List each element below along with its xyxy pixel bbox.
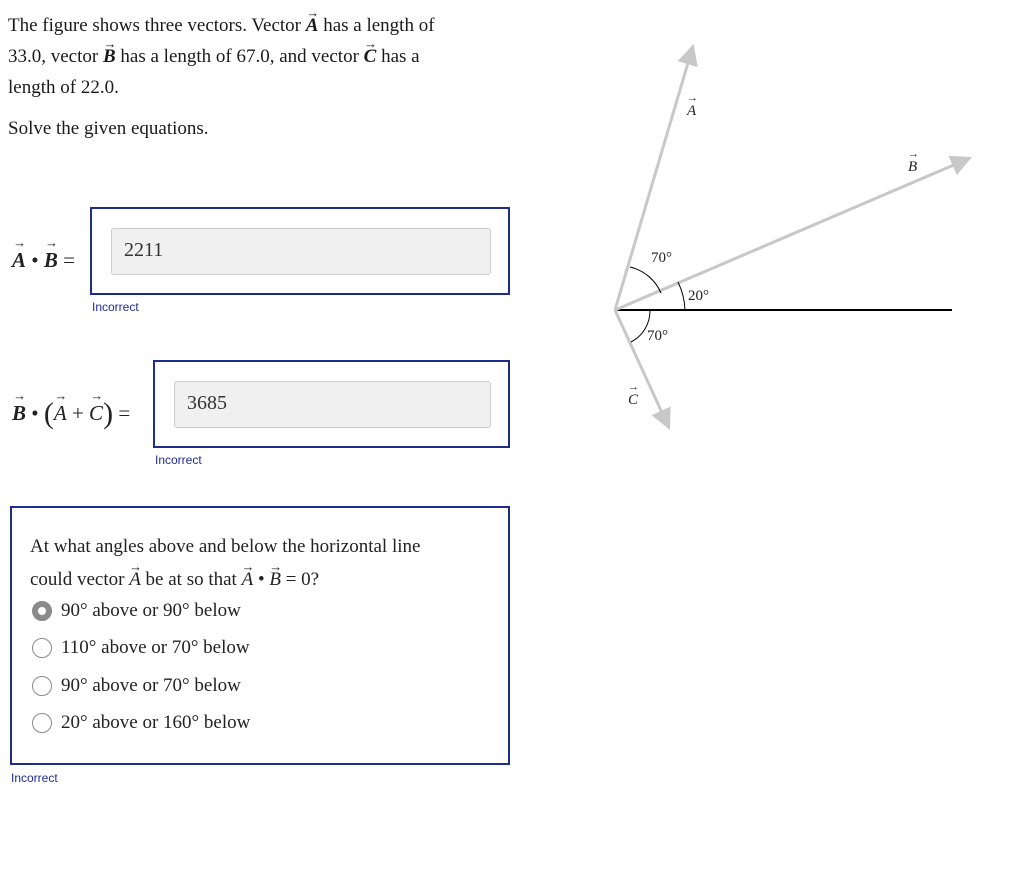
angle-arc-a bbox=[630, 267, 661, 293]
angle-label-a: 70° bbox=[651, 250, 672, 266]
vector-b-symbol: → B bbox=[12, 401, 26, 426]
q3-status: Incorrect bbox=[11, 771, 58, 785]
q2-equation-label bbox=[12, 397, 130, 431]
q1-equation-label bbox=[12, 248, 75, 273]
vector-a-symbol: → A bbox=[129, 563, 141, 596]
option-label: 90° above or 70° below bbox=[61, 675, 241, 696]
intro-text: has a length of bbox=[318, 15, 435, 36]
radio-button[interactable] bbox=[32, 676, 52, 696]
angle-label-c: 70° bbox=[647, 328, 668, 344]
dot-symbol: • bbox=[31, 248, 39, 272]
plus-symbol: + bbox=[71, 401, 84, 425]
vector-b-symbol: → B bbox=[269, 563, 281, 596]
problem-statement bbox=[8, 10, 498, 144]
q3-prompt bbox=[30, 530, 500, 596]
vector-label-b: B bbox=[908, 159, 918, 175]
vector-figure bbox=[590, 30, 990, 450]
radio-button[interactable] bbox=[32, 601, 52, 621]
instruction-text: Solve the given equations. bbox=[8, 118, 209, 139]
intro-text: has a bbox=[376, 46, 420, 67]
vector-label-arrow: → bbox=[908, 148, 919, 160]
q2-answer-input[interactable]: 3685 bbox=[174, 381, 491, 428]
q3-option-2[interactable] bbox=[32, 671, 241, 701]
vector-label-arrow: → bbox=[687, 92, 698, 104]
vector-a-symbol: → A bbox=[306, 10, 319, 41]
option-label: 90° above or 90° below bbox=[61, 600, 241, 621]
radio-button[interactable] bbox=[32, 638, 52, 658]
q3-option-3[interactable] bbox=[32, 708, 250, 738]
dot-symbol: • bbox=[31, 401, 39, 425]
vector-c-symbol: → C bbox=[89, 401, 103, 426]
intro-text: length of 22.0. bbox=[8, 77, 119, 98]
intro-text: 33.0, vector bbox=[8, 46, 103, 67]
q2-status: Incorrect bbox=[155, 453, 202, 467]
vector-b-arrow bbox=[615, 158, 970, 310]
option-label: 110° above or 70° below bbox=[61, 637, 250, 658]
dot-symbol: • bbox=[257, 569, 265, 590]
q3-prompt-text: = 0? bbox=[280, 569, 320, 590]
radio-button[interactable] bbox=[32, 713, 52, 733]
intro-text: The figure shows three vectors. Vector bbox=[8, 15, 306, 36]
q3-prompt-text: At what angles above and below the horizontal line bbox=[30, 536, 421, 557]
q3-prompt-text: be at so that bbox=[140, 569, 242, 590]
vector-a-arrow bbox=[615, 46, 693, 310]
vector-b-symbol: → B bbox=[44, 248, 58, 273]
q3-option-1[interactable] bbox=[32, 633, 250, 663]
vector-a-symbol: → A bbox=[54, 401, 67, 426]
vector-label-a: A bbox=[687, 103, 697, 119]
problem-text bbox=[8, 10, 498, 103]
vector-a-symbol: → A bbox=[12, 248, 26, 273]
vector-label-c: C bbox=[628, 392, 639, 408]
q1-status: Incorrect bbox=[92, 300, 139, 314]
equals-symbol: = bbox=[118, 401, 131, 425]
vector-a-symbol: → A bbox=[242, 563, 254, 596]
angle-label-b: 20° bbox=[688, 288, 709, 304]
open-paren: ( bbox=[43, 397, 54, 430]
q2-answer-box bbox=[153, 360, 510, 448]
intro-text: has a length of 67.0, and vector bbox=[115, 46, 364, 67]
angle-arc-b bbox=[678, 282, 685, 310]
q1-answer-box bbox=[90, 207, 510, 295]
q3-option-0[interactable] bbox=[32, 596, 241, 626]
q1-answer-input[interactable]: 2211 bbox=[111, 228, 491, 275]
option-label: 20° above or 160° below bbox=[61, 712, 251, 733]
q3-prompt-text: could vector bbox=[30, 569, 130, 590]
vector-label-arrow: → bbox=[628, 381, 639, 393]
vector-b-symbol: → B bbox=[103, 41, 116, 72]
close-paren: ) bbox=[103, 397, 114, 430]
vector-c-symbol: → C bbox=[364, 41, 377, 72]
equals-symbol: = bbox=[63, 248, 75, 272]
q3-answer-box bbox=[10, 506, 510, 765]
